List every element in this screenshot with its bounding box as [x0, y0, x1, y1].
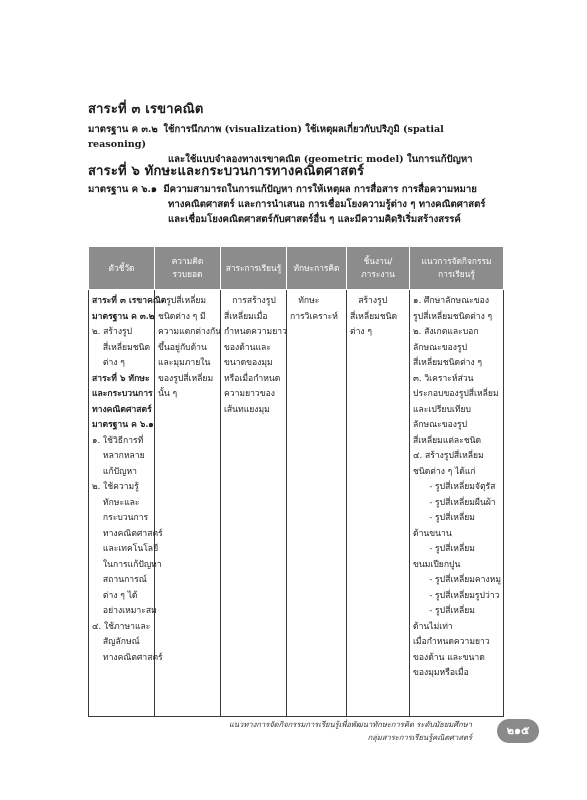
strand-6-heading: สาระที่ ๖ ทักษะและกระบวนการทางคณิตศาสตร์	[88, 164, 365, 179]
c6-line: รูปสี่เหลี่ยมชนิดต่าง ๆ	[413, 311, 493, 322]
header-concept: ความคิด รวบยอด	[155, 247, 221, 290]
footer-subject-group: กลุ่มสาระการเรียนรู้คณิตศาสตร์	[367, 733, 472, 742]
c1-line: สาระที่ ๖ ทักษะ	[92, 373, 150, 384]
c6-line: ๓. วิเคราะห์ส่วน	[413, 373, 474, 384]
standard-3-2-line-1: ใช้การนึกภาพ (visualization) ใช้เหตุผลเกี่ยวกับปริภูมิ (spatial reasoning)	[88, 124, 444, 150]
c1-line: ต่าง ๆ ได้	[92, 590, 138, 601]
header-indicators: ตัวชี้วัด	[89, 247, 155, 290]
c6-line: สี่เหลี่ยมชนิดต่าง ๆ	[413, 358, 483, 368]
standard-3-2-label: มาตรฐาน ค ๓.๒	[88, 124, 158, 135]
c6-line: ชนิดต่าง ๆ ได้แก่	[413, 466, 476, 477]
c6-line: - รูปสี่เหลี่ยมจัตุรัส	[413, 482, 496, 492]
c1-line: สี่เหลี่ยมชนิด	[92, 342, 151, 353]
footer-book-title: แนวทางการจัดกิจกรรมการเรียนรู้เพื่อพัฒนาทักษะการคิด ระดับมัธยมศึกษา	[228, 720, 472, 729]
standard-6-1	[88, 182, 503, 227]
c6-line: ๒. สังเกตและบอก	[413, 327, 479, 337]
c1-line: สาระที่ ๓ เรขาคณิต	[92, 296, 167, 306]
c6-line: - รูปสี่เหลี่ยม	[413, 606, 475, 616]
c6-line: - รูปสี่เหลี่ยมรูปว่าว	[413, 590, 500, 601]
c1-line: สัญลักษณ์	[92, 637, 140, 647]
page-number: ๒๑๕	[497, 719, 539, 743]
c1-line: ๔. ใช้ภาษาและ	[92, 621, 151, 632]
c6-line: และเปรียบเทียบ	[413, 404, 472, 415]
c3-line: ของด้านและ	[224, 342, 271, 353]
c6-line: - รูปสี่เหลี่ยมผืนผ้า	[413, 497, 496, 508]
c2-line: นั้น ๆ	[158, 389, 178, 399]
c6-line: - รูปสี่เหลี่ยม	[413, 544, 475, 554]
header-activities: แนวการจัดกิจกรรม การเรียนรู้	[410, 247, 504, 290]
c3-line: การสร้างรูป	[224, 296, 276, 306]
standard-3-2-line-2: และใช้แบบจำลองทางเรขาคณิต (geometric model) ในการแก้ปัญหา	[168, 154, 473, 165]
c6-line: ลักษณะของรูป	[413, 420, 468, 430]
header-thinking-skill: ทักษะการคิด	[287, 247, 347, 290]
c1-line: ๒. สร้างรูป	[92, 327, 133, 337]
c3-line: ขนาดของมุม	[224, 358, 273, 368]
table-row	[89, 290, 504, 717]
c2-line: รูปสี่เหลี่ยม	[158, 296, 207, 306]
strand-3-heading: สาระที่ ๓ เรขาคณิต	[88, 102, 204, 117]
c1-line: แก้ปัญหา	[92, 466, 137, 477]
c1-line: มาตรฐาน ค ๖.๑	[92, 420, 154, 430]
cell-concept	[155, 290, 221, 717]
c6-line: ขนมเปียกปูน	[413, 559, 461, 570]
c1-line: ทางคณิตศาสตร์	[92, 528, 163, 539]
c6-line: ด้านไม่เท่า	[413, 621, 453, 632]
c3-line: หรือเมื่อกำหนด	[224, 373, 281, 384]
c2-line: ชนิดต่าง ๆ มี	[158, 311, 206, 322]
c1-line: ๑. ใช้วิธีการที่	[92, 435, 144, 446]
learning-plan-table	[88, 246, 504, 717]
c6-line: - รูปสี่เหลี่ยม	[413, 513, 475, 523]
c1-line: มาตรฐาน ค ๓.๒	[92, 311, 155, 322]
c2-line: ความแตกต่างกัน	[158, 327, 222, 337]
c2-line: ขึ้นอยู่กับด้าน	[158, 342, 207, 353]
c1-line: และกระบวนการ	[92, 389, 153, 399]
standard-6-1-line-3: และเชื่อมโยงคณิตศาสตร์กับศาสตร์อื่น ๆ และมีความคิดริเริ่มสร้างสรรค์	[168, 214, 461, 225]
header-workpiece: ชิ้นงาน/ ภาระงาน	[347, 247, 410, 290]
c5-line: ต่าง ๆ	[350, 327, 372, 337]
c6-line: ๔. สร้างรูปสี่เหลี่ยม	[413, 451, 484, 461]
c1-line: ทางคณิตศาสตร์	[92, 652, 163, 663]
c1-line: ๒. ใช้ความรู้	[92, 482, 139, 492]
c6-line: - รูปสี่เหลี่ยมคางหมู	[413, 575, 502, 585]
c3-line: กำหนดความยาว	[224, 327, 287, 337]
c3-line: สี่เหลี่ยมเมื่อ	[224, 311, 268, 322]
c1-line: หลากหลาย	[92, 451, 145, 461]
c5-line: สร้างรูป	[350, 296, 388, 306]
c3-line: ความยาวของ	[224, 389, 275, 399]
standard-6-1-label: มาตรฐาน ค ๖.๑	[88, 184, 157, 195]
c6-line: ของมุมหรือเมื่อ	[413, 668, 469, 678]
standard-6-1-line-1: มีความสามารถในการแก้ปัญหา การให้เหตุผล การสื่อสาร การสื่อความหมาย	[163, 184, 477, 195]
c2-line: ของรูปสี่เหลี่ยม	[158, 373, 214, 384]
c6-line: ประกอบของรูปสี่เหลี่ยม	[413, 389, 499, 399]
cell-content	[221, 290, 287, 717]
c1-line: อย่างเหมาะสม	[92, 606, 157, 616]
c1-line: และเทคโนโลยี	[92, 544, 159, 554]
c6-line: ลักษณะของรูป	[413, 342, 468, 353]
c1-line: ต่าง ๆ	[92, 358, 125, 368]
c1-line: ในการแก้ปัญหา	[92, 559, 162, 570]
c6-line: สี่เหลี่ยมแต่ละชนิด	[413, 435, 482, 446]
standard-6-1-line-2: ทางคณิตศาสตร์ และการนำเสนอ การเชื่อมโยงความรู้ต่าง ๆ ทางคณิตศาสตร์	[168, 199, 486, 210]
cell-thinking-skill	[287, 290, 347, 717]
c1-line: ทักษะและ	[92, 497, 140, 508]
c2-line: และมุมภายใน	[158, 358, 211, 368]
c5-line: สี่เหลี่ยมชนิด	[350, 311, 398, 322]
c3-line: เส้นทแยงมุม	[224, 404, 270, 415]
table-header-row	[89, 247, 504, 290]
cell-workpiece	[347, 290, 410, 717]
cell-activities	[410, 290, 504, 717]
c6-line: ของด้าน และขนาด	[413, 652, 485, 663]
c4-line: ทักษะ	[290, 296, 320, 306]
cell-indicators	[89, 290, 167, 717]
c4-line: การวิเคราะห์	[290, 311, 338, 322]
c6-line: ด้านขนาน	[413, 528, 452, 539]
c1-line: สถานการณ์	[92, 575, 147, 585]
c6-line: ๑. ศึกษาลักษณะของ	[413, 296, 490, 306]
c6-line: เมื่อกำหนดความยาว	[413, 637, 490, 647]
header-content: สาระการเรียนรู้	[221, 247, 287, 290]
c1-line: ทางคณิตศาสตร์	[92, 404, 152, 415]
c1-line: กระบวนการ	[92, 513, 149, 523]
